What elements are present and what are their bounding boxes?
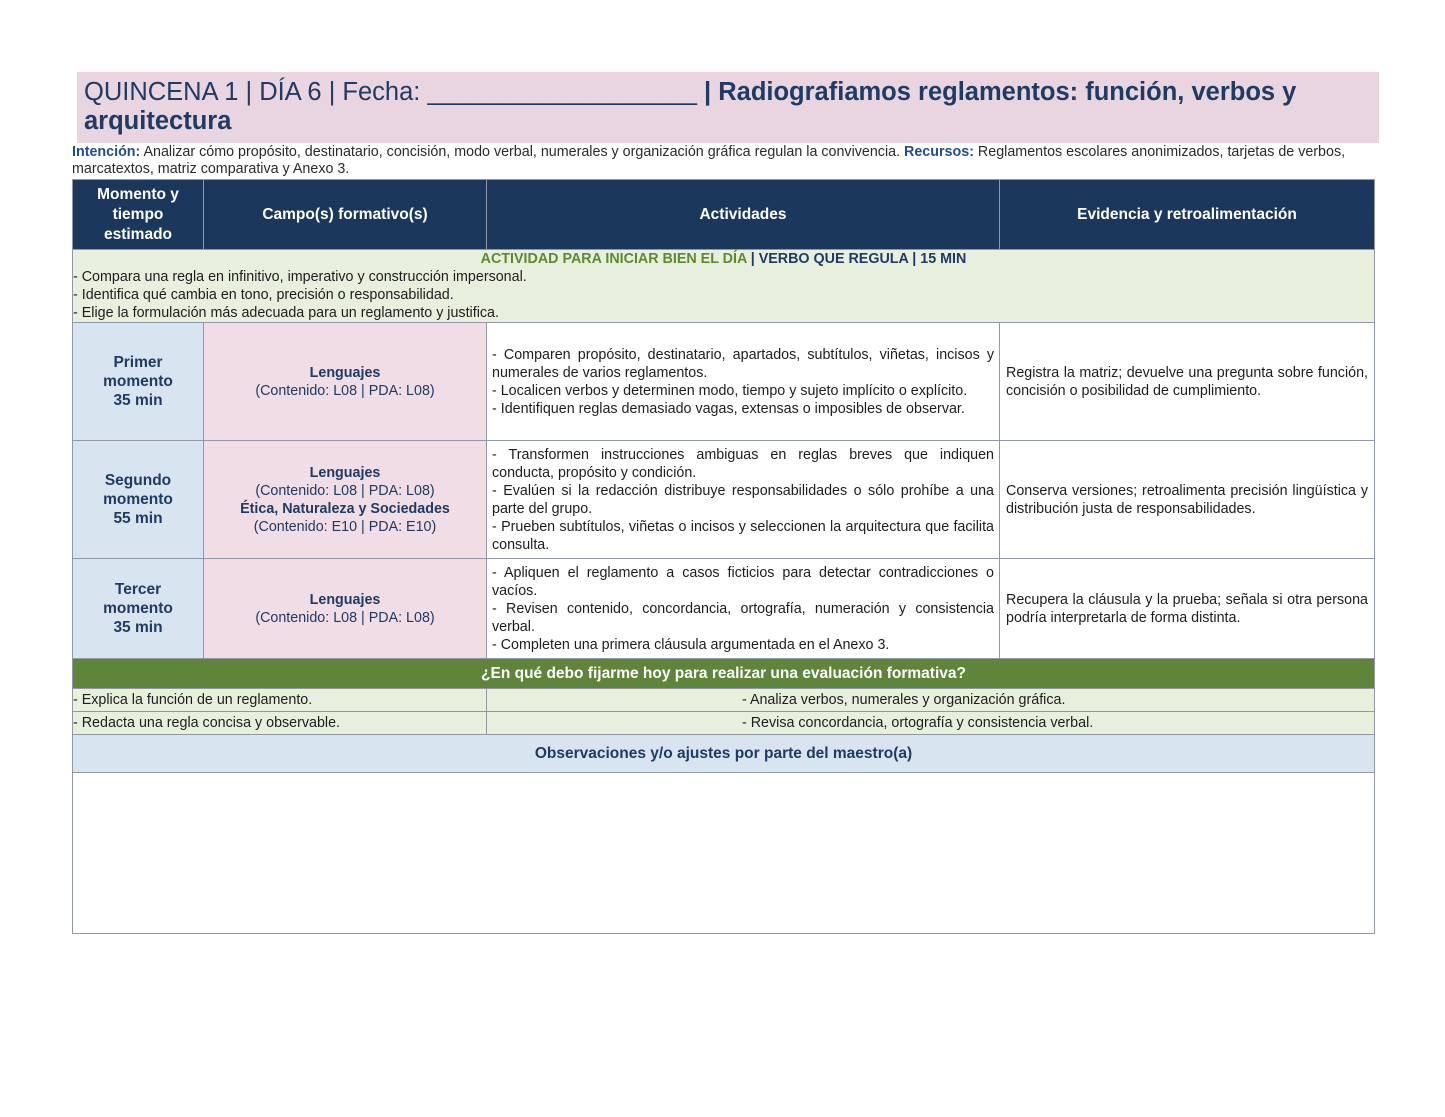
- opening-activity-title: [73, 250, 1374, 268]
- opening-title-blue: | VERBO QUE REGULA | 15 MIN: [746, 251, 967, 267]
- campo-cell: [204, 441, 487, 559]
- recursos-label: Recursos:: [904, 144, 974, 160]
- activity-item: - Comparen propósito, destinatario, apartados, subtítulos, viñetas, incisos y numerales de varios reglamentos.: [492, 346, 994, 381]
- campo-name: Lenguajes: [309, 591, 381, 608]
- campo-detail: (Contenido: L08 | PDA: L08): [255, 382, 435, 399]
- campo-cell: [204, 323, 487, 441]
- title-topic: | Radiografiamos reglamentos: función, verbos y arquitectura: [84, 78, 1297, 135]
- criterion-text: - Analiza verbos, numerales y organización gráfica.: [742, 692, 1066, 708]
- opening-item: - Identifica qué cambia en tono, precisión o responsabilidad.: [73, 287, 454, 303]
- opening-activity-row: [73, 250, 1375, 323]
- moment-name: Segundo momento: [103, 472, 173, 508]
- title-banner: [77, 72, 1379, 143]
- formative-question: ¿En qué debo fijarme hoy para realizar una evaluación formativa?: [73, 659, 1375, 689]
- intro-paragraph: [72, 144, 1374, 178]
- header-campo: Campo(s) formativo(s): [204, 180, 487, 250]
- lesson-plan-table: [72, 179, 1375, 934]
- title-prefix: QUINCENA 1 | DÍA 6 | Fecha:: [84, 78, 428, 106]
- activities-cell: [487, 323, 1000, 441]
- campo-detail: (Contenido: L08 | PDA: L08): [255, 609, 435, 626]
- campo-name: Lenguajes: [309, 364, 381, 381]
- moment-name: Tercer momento: [103, 581, 173, 617]
- evidence-cell: Conserva versiones; retroalimenta precisión lingüística y distribución justa de responsabilidades.: [1000, 441, 1375, 559]
- activity-item: - Localicen verbos y determinen modo, tiempo y sujeto implícito o explícito.: [492, 382, 968, 399]
- campo-name: Ética, Naturaleza y Sociedades: [240, 500, 450, 517]
- activity-item: - Completen una primera cláusula argumentada en el Anexo 3.: [492, 636, 890, 653]
- activity-item: - Identifiquen reglas demasiado vagas, extensas o imposibles de observar.: [492, 400, 965, 417]
- recursos-text: Reglamentos escolares anonimizados, tarjetas de verbos, marcatextos, matriz comparativa y Anexo 3.: [72, 144, 1346, 177]
- table-header-row: [73, 180, 1375, 250]
- moment-time: 35 min: [113, 619, 163, 636]
- date-blank[interactable]: ___________________: [427, 78, 697, 106]
- page-title: [84, 78, 1371, 136]
- criterion-item: [487, 689, 1375, 712]
- campo-cell: [204, 559, 487, 659]
- header-momento: Momento y tiempo estimado: [73, 180, 204, 250]
- opening-item: - Elige la formulación más adecuada para un reglamento y justifica.: [73, 305, 499, 321]
- campo-detail: (Contenido: L08 | PDA: L08): [255, 482, 435, 499]
- header-evidencia: Evidencia y retroalimentación: [1000, 180, 1375, 250]
- moment-cell: [73, 559, 204, 659]
- formative-question-row: [73, 659, 1375, 689]
- opening-item: - Compara una regla en infinitivo, imperativo y construcción impersonal.: [73, 269, 527, 285]
- campo-name: Lenguajes: [309, 464, 381, 481]
- moment-cell: [73, 441, 204, 559]
- observations-title: Observaciones y/o ajustes por parte del maestro(a): [73, 735, 1375, 773]
- criterion-item: [73, 712, 487, 735]
- activity-item: - Apliquen el reglamento a casos ficticios para detectar contradicciones o vacíos.: [492, 564, 994, 599]
- opening-activity-cell: [73, 250, 1375, 323]
- moment-row-3: [73, 559, 1375, 659]
- intencion-label: Intención:: [72, 144, 141, 160]
- opening-title-green: ACTIVIDAD PARA INICIAR BIEN EL DÍA: [480, 251, 747, 267]
- moment-time: 55 min: [113, 510, 163, 527]
- observations-header-row: [73, 735, 1375, 773]
- criteria-row: [73, 689, 1375, 712]
- intencion-text: Analizar cómo propósito, destinatario, concisión, modo verbal, numerales y organización gráfica regulan la convivencia.: [140, 144, 905, 160]
- evidence-cell: Recupera la cláusula y la prueba; señala si otra persona podría interpretarla de forma distinta.: [1000, 559, 1375, 659]
- criterion-item: [73, 689, 487, 712]
- activity-item: - Prueben subtítulos, viñetas o incisos y seleccionen la arquitectura que facilita consulta.: [492, 518, 994, 553]
- observations-field[interactable]: [73, 773, 1375, 934]
- moment-row-2: [73, 441, 1375, 559]
- activity-item: - Evalúen si la redacción distribuye responsabilidades o sólo prohíbe a una parte del grupo.: [492, 482, 994, 517]
- criteria-row: [73, 712, 1375, 735]
- activities-cell: [487, 441, 1000, 559]
- header-actividades: Actividades: [487, 180, 1000, 250]
- activities-cell: [487, 559, 1000, 659]
- activity-item: - Transformen instrucciones ambiguas en reglas breves que indiquen conducta, propósito y condición.: [492, 446, 994, 481]
- campo-detail: (Contenido: E10 | PDA: E10): [253, 518, 437, 535]
- moment-name: Primer momento: [103, 354, 173, 390]
- criterion-item: [487, 712, 1375, 735]
- criterion-text: - Redacta una regla concisa y observable.: [73, 715, 341, 731]
- moment-row-1: [73, 323, 1375, 441]
- evidence-cell: Registra la matriz; devuelve una pregunta sobre función, concisión o posibilidad de cumplimiento.: [1000, 323, 1375, 441]
- activity-item: - Revisen contenido, concordancia, ortografía, numeración y consistencia verbal.: [492, 600, 994, 635]
- moment-time: 35 min: [113, 392, 163, 409]
- criterion-text: - Explica la función de un reglamento.: [73, 692, 313, 708]
- criterion-text: - Revisa concordancia, ortografía y consistencia verbal.: [742, 715, 1094, 731]
- observations-body-row: [73, 773, 1375, 934]
- moment-cell: [73, 323, 204, 441]
